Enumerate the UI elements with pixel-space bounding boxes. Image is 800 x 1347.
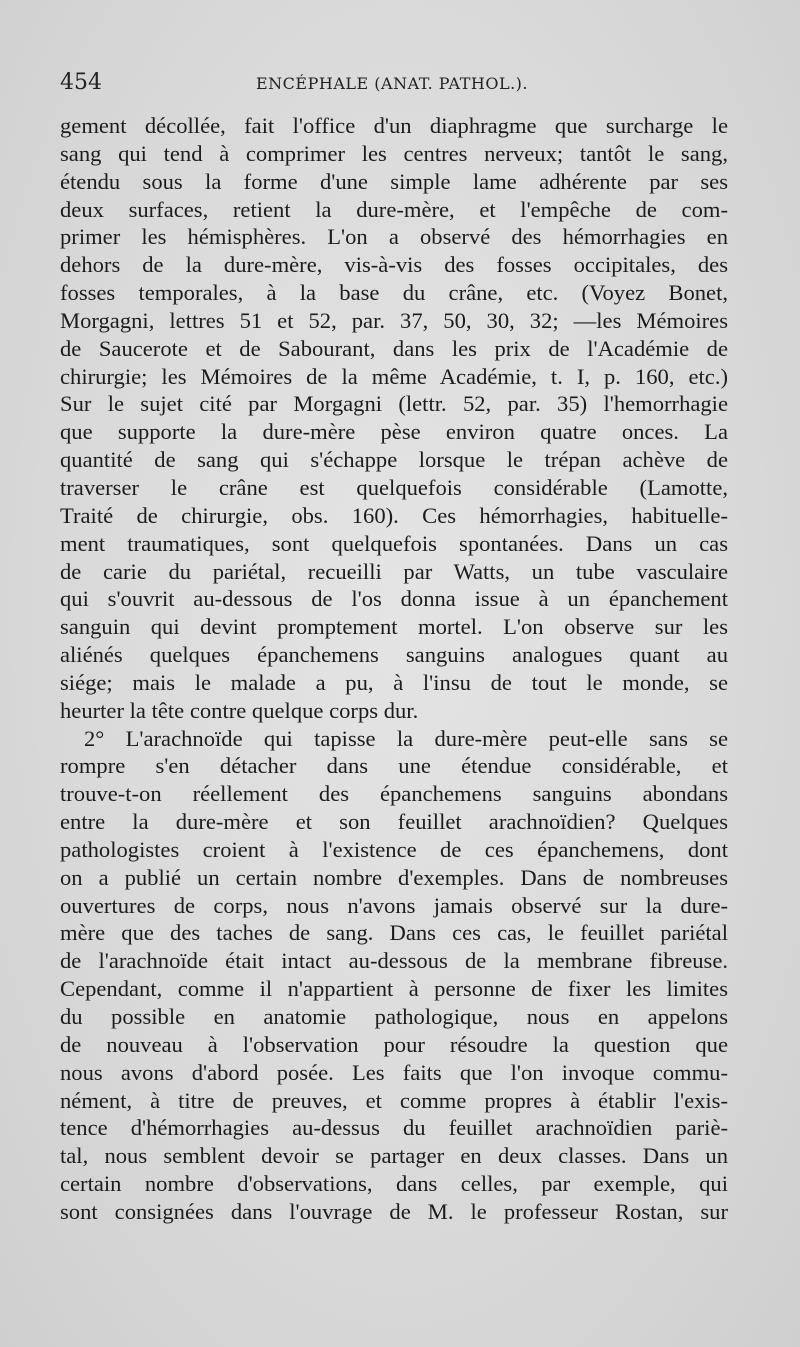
text-line: certain nombre d'observations, dans celles, par exemple, qui: [60, 1171, 728, 1197]
text-line: entre la dure-mère et son feuillet arachnoïdien? Quelques: [60, 809, 728, 835]
page-header: [60, 70, 725, 100]
text-line: du possible en anatomie pathologique, nous en appelons: [60, 1004, 728, 1029]
text-line: trouve-t-on réellement des épanchemens sanguins abondans: [60, 781, 728, 807]
text-line: Traité de chirurgie, obs. 160). Ces hémorrhagies, habituelle-: [60, 502, 728, 528]
text-line: Morgagni, lettres 51 et 52, par. 37, 50, 30, 32; —les Mémoires: [60, 307, 728, 333]
text-line: nément, à titre de preuves, et comme propres à établir l'exis-: [60, 1087, 728, 1113]
text-line: dehors de la dure-mère, vis-à-vis des fosses occipitales, des: [60, 252, 728, 278]
text-line: nous avons d'abord posée. Les faits que l'on invoque commu-: [60, 1059, 728, 1085]
text-line: siége; mais le malade a pu, à l'insu de tout le monde, se: [60, 669, 728, 695]
text-line: heurter la tête contre quelque corps dur.: [60, 697, 419, 723]
text-line: rompre s'en détacher dans une étendue considérable, et: [60, 753, 728, 779]
text-line: de l'arachnoïde était intact au-dessous de la membrane fibreuse.: [60, 948, 728, 974]
text-line: pathologistes croient à l'existence de ces épanchemens, dont: [60, 836, 728, 862]
text-line: deux surfaces, retient la dure-mère, et l'empêche de com-: [60, 196, 728, 222]
text-line: qui s'ouvrit au-dessous de l'os donna issue à un épanchement: [60, 586, 728, 612]
running-head: ENCÉPHALE (ANAT. PATHOL.).: [256, 74, 528, 93]
text-line: tence d'hémorrhagies au-dessus du feuillet arachnoïdien pariè-: [60, 1115, 728, 1141]
text-line: ment traumatiques, sont quelquefois spontanées. Dans un cas: [60, 530, 728, 556]
text-line: sont consignées dans l'ouvrage de M. le professeur Rostan, sur: [60, 1198, 728, 1224]
text-line: aliénés quelques épanchemens sanguins analogues quant au: [60, 642, 728, 668]
text-line: on a publié un certain nombre d'exemples. Dans de nombreuses: [60, 864, 728, 890]
text-line: étendu sous la forme d'une simple lame adhérente par ses: [60, 168, 728, 194]
text-line: sanguin qui devint promptement mortel. L'on observe sur les: [60, 614, 728, 640]
body-text: [60, 112, 728, 1226]
text-line: ouvertures de corps, nous n'avons jamais observé sur la dure-: [60, 892, 728, 918]
text-line: tal, nous semblent devoir se partager en deux classes. Dans un: [60, 1143, 728, 1169]
text-line: Cependant, comme il n'appartient à personne de fixer les limites: [60, 976, 728, 1002]
text-line: mère que des taches de sang. Dans ces cas, le feuillet pariétal: [60, 920, 728, 946]
text-line: quantité de sang qui s'échappe lorsque le trépan achève de: [60, 447, 728, 473]
text-line: fosses temporales, à la base du crâne, etc. (Voyez Bonet,: [60, 280, 728, 306]
text-line: gement décollée, fait l'office d'un diaphragme que surcharge le: [60, 113, 728, 138]
text-line: sang qui tend à comprimer les centres nerveux; tantôt le sang,: [60, 140, 728, 166]
text-line: que supporte la dure-mère pèse environ quatre onces. La: [60, 419, 728, 445]
text-line: chirurgie; les Mémoires de la même Académie, t. I, p. 160, etc.): [60, 363, 728, 389]
text-line: primer les hémisphères. L'on a observé des hémorrhagies en: [60, 224, 728, 250]
text-line: de Saucerote et de Sabourant, dans les prix de l'Académie de: [60, 335, 728, 361]
text-line: Sur le sujet cité par Morgagni (lettr. 52, par. 35) l'hemorrhagie: [60, 391, 728, 417]
text-line: de nouveau à l'observation pour résoudre la question que: [60, 1031, 728, 1057]
page-number: 454: [60, 70, 102, 95]
text-line: traverser le crâne est quelquefois considérable (Lamotte,: [60, 474, 728, 500]
text-line: de carie du pariétal, recueilli par Watts, un tube vasculaire: [60, 558, 728, 584]
text-line: 2° L'arachnoïde qui tapisse la dure-mère peut-elle sans se: [84, 725, 728, 751]
